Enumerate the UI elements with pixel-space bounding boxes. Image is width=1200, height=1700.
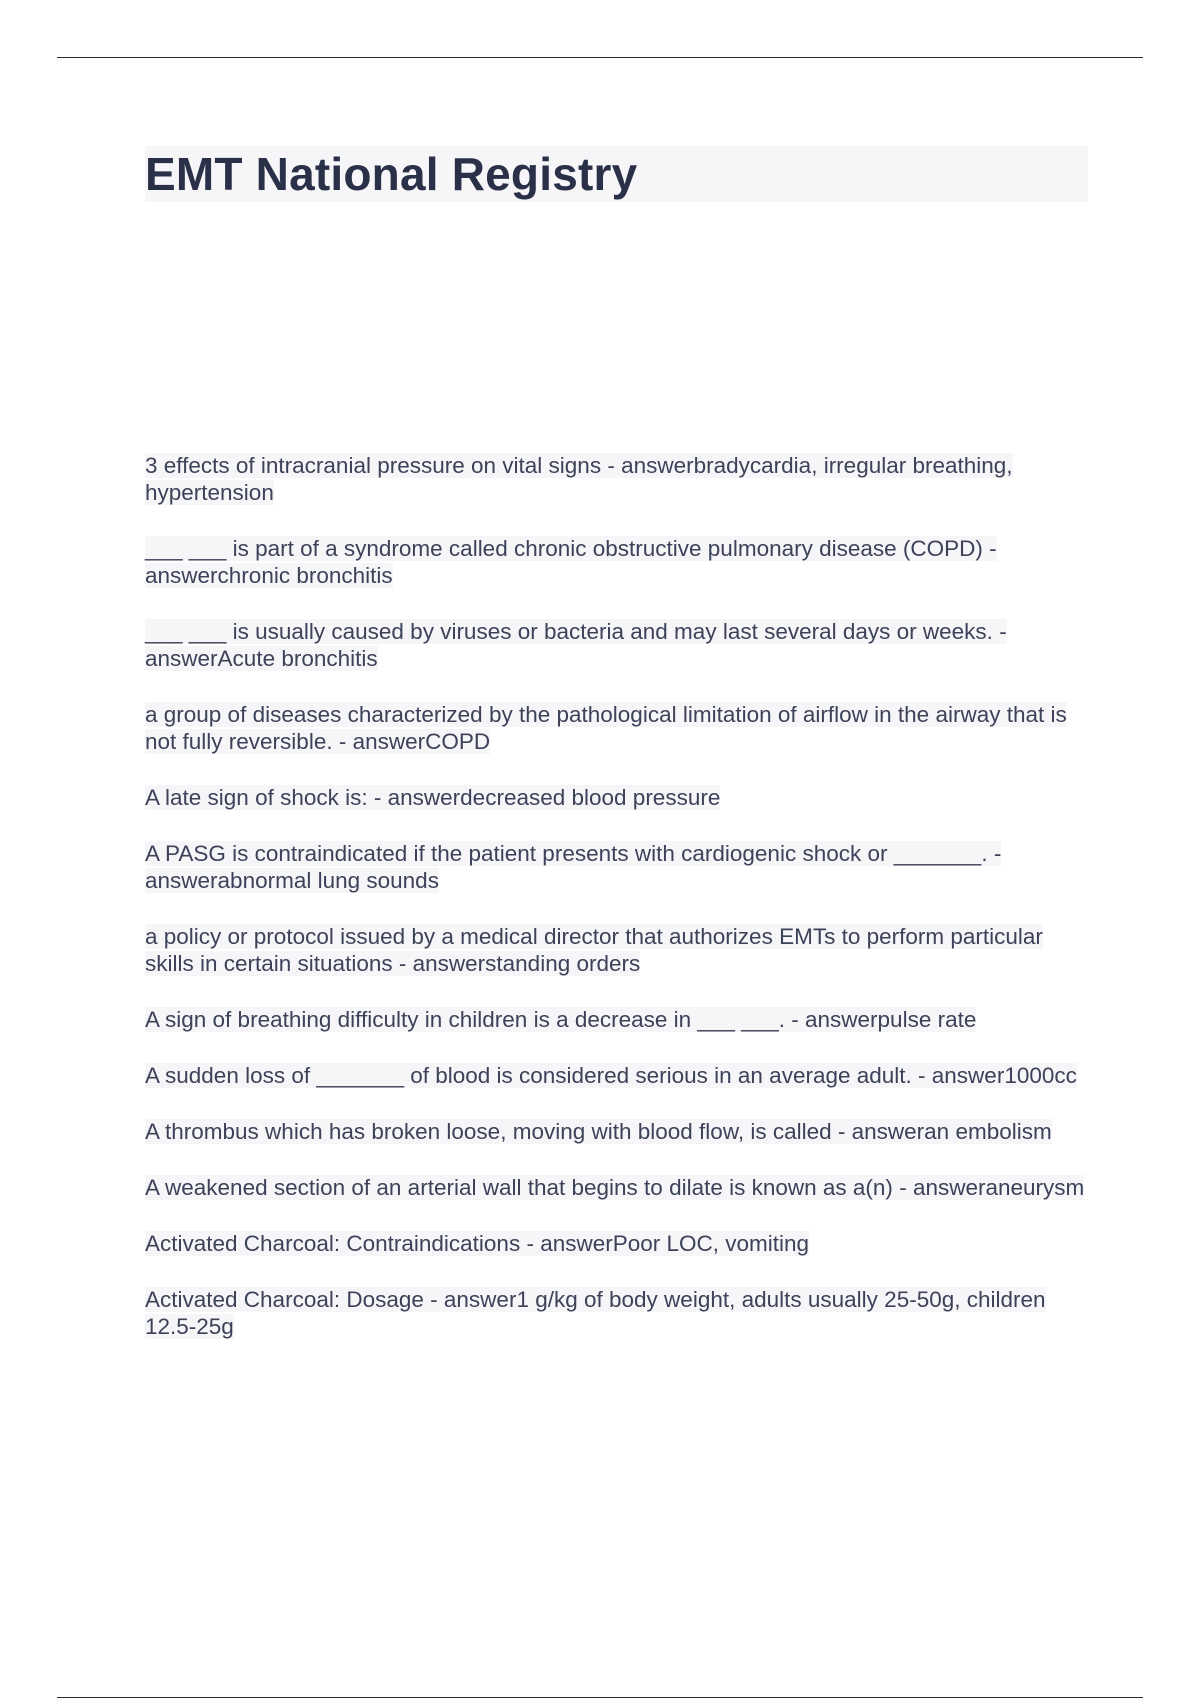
flashcard-question: Activated Charcoal: Contraindications bbox=[145, 1231, 521, 1256]
flashcard-text bbox=[145, 1119, 1052, 1144]
flashcard-text bbox=[145, 924, 1043, 976]
flashcard-answer: pulse rate bbox=[877, 1007, 977, 1032]
flashcard-question: A sign of breathing difficulty in children is a decrease in ___ ___. bbox=[145, 1007, 785, 1032]
flashcard-separator: - bbox=[367, 785, 388, 810]
flashcard-item bbox=[145, 1286, 1085, 1340]
flashcard-question: ___ ___ is part of a syndrome called chronic obstructive pulmonary disease (COPD) bbox=[145, 536, 983, 561]
flashcard-text bbox=[145, 702, 1067, 754]
flashcard-item bbox=[145, 535, 1085, 589]
flashcard-question: A PASG is contraindicated if the patient presents with cardiogenic shock or _______. bbox=[145, 841, 988, 866]
answer-prefix: answer bbox=[412, 951, 486, 976]
flashcard-question: A thrombus which has broken loose, moving with blood flow, is called bbox=[145, 1119, 832, 1144]
flashcard-answer: 1 g/kg of body weight, adults usually 25-50g, children 12.5-25g bbox=[145, 1287, 1046, 1339]
flashcard-separator: - bbox=[892, 1175, 913, 1200]
flashcard-text bbox=[145, 785, 720, 810]
flashcard-question: A sudden loss of _______ of blood is considered serious in an average adult. bbox=[145, 1063, 912, 1088]
flashcard-question: 3 effects of intracranial pressure on vital signs bbox=[145, 453, 602, 478]
flashcard-list bbox=[145, 452, 1085, 1369]
flashcard-text bbox=[145, 1231, 809, 1256]
flashcard-answer: abnormal lung sounds bbox=[217, 868, 439, 893]
flashcard-question: A late sign of shock is: bbox=[145, 785, 368, 810]
answer-prefix: answer bbox=[145, 646, 218, 671]
flashcard-answer: COPD bbox=[425, 729, 491, 754]
flashcard-question: ___ ___ is usually caused by viruses or bacteria and may last several days or weeks. bbox=[145, 619, 993, 644]
flashcard-item bbox=[145, 701, 1085, 755]
flashcard-text bbox=[145, 619, 1007, 671]
answer-prefix: answer bbox=[352, 729, 426, 754]
flashcard-separator: - bbox=[332, 729, 353, 754]
flashcard-text bbox=[145, 1007, 976, 1032]
flashcard-separator: - bbox=[392, 951, 413, 976]
flashcard-text bbox=[145, 1063, 1077, 1088]
flashcard-separator: - bbox=[423, 1287, 444, 1312]
flashcard-item bbox=[145, 1174, 1085, 1201]
flashcard-item bbox=[145, 1006, 1085, 1033]
flashcard-item bbox=[145, 784, 1085, 811]
flashcard-answer: Poor LOC, vomiting bbox=[612, 1231, 810, 1256]
flashcard-text bbox=[145, 536, 997, 588]
answer-prefix: answer bbox=[931, 1063, 1005, 1088]
flashcard-item bbox=[145, 1062, 1085, 1089]
flashcard-text bbox=[145, 841, 1001, 893]
answer-prefix: answer bbox=[443, 1287, 517, 1312]
flashcard-separator: - bbox=[601, 453, 622, 478]
flashcard-text bbox=[145, 453, 1013, 505]
flashcard-item bbox=[145, 840, 1085, 894]
answer-prefix: answer bbox=[145, 868, 218, 893]
flashcard-answer: bradycardia, irregular breathing, hypertension bbox=[145, 453, 1013, 505]
flashcard-item bbox=[145, 1118, 1085, 1145]
answer-prefix: answer bbox=[145, 563, 218, 588]
flashcard-separator: - bbox=[831, 1119, 852, 1144]
flashcard-text bbox=[145, 1287, 1046, 1339]
flashcard-separator: - bbox=[987, 841, 1002, 866]
flashcard-answer: decreased blood pressure bbox=[460, 785, 721, 810]
flashcard-question: a group of diseases characterized by the pathological limitation of airflow in the airway that is not fully reversible. bbox=[145, 702, 1067, 754]
flashcard-item bbox=[145, 618, 1085, 672]
flashcard-item bbox=[145, 1230, 1085, 1257]
flashcard-separator: - bbox=[982, 536, 997, 561]
flashcard-question: A weakened section of an arterial wall that begins to dilate is known as a(n) bbox=[145, 1175, 893, 1200]
flashcard-separator: - bbox=[520, 1231, 541, 1256]
flashcard-separator: - bbox=[785, 1007, 805, 1032]
answer-prefix: answer bbox=[621, 453, 694, 478]
answer-prefix: answer bbox=[387, 785, 461, 810]
answer-prefix: answer bbox=[912, 1175, 986, 1200]
flashcard-item bbox=[145, 452, 1085, 506]
flashcard-item bbox=[145, 923, 1085, 977]
flashcard-answer: an embolism bbox=[924, 1119, 1052, 1144]
flashcard-question: a policy or protocol issued by a medical director that authorizes EMTs to perform particular skills in certain situations bbox=[145, 924, 1043, 976]
flashcard-answer: aneurysm bbox=[985, 1175, 1085, 1200]
page-title: EMT National Registry bbox=[145, 146, 1088, 202]
flashcard-answer: 1000cc bbox=[1004, 1063, 1077, 1088]
flashcard-answer: standing orders bbox=[485, 951, 641, 976]
flashcard-separator: - bbox=[911, 1063, 932, 1088]
footer-rule bbox=[57, 1697, 1143, 1698]
header-rule bbox=[57, 57, 1143, 58]
answer-prefix: answer bbox=[805, 1007, 878, 1032]
flashcard-answer: chronic bronchitis bbox=[217, 563, 393, 588]
answer-prefix: answer bbox=[540, 1231, 613, 1256]
flashcard-separator: - bbox=[992, 619, 1007, 644]
flashcard-answer: Acute bronchitis bbox=[217, 646, 378, 671]
flashcard-question: Activated Charcoal: Dosage bbox=[145, 1287, 424, 1312]
flashcard-text bbox=[145, 1175, 1084, 1200]
answer-prefix: answer bbox=[851, 1119, 925, 1144]
